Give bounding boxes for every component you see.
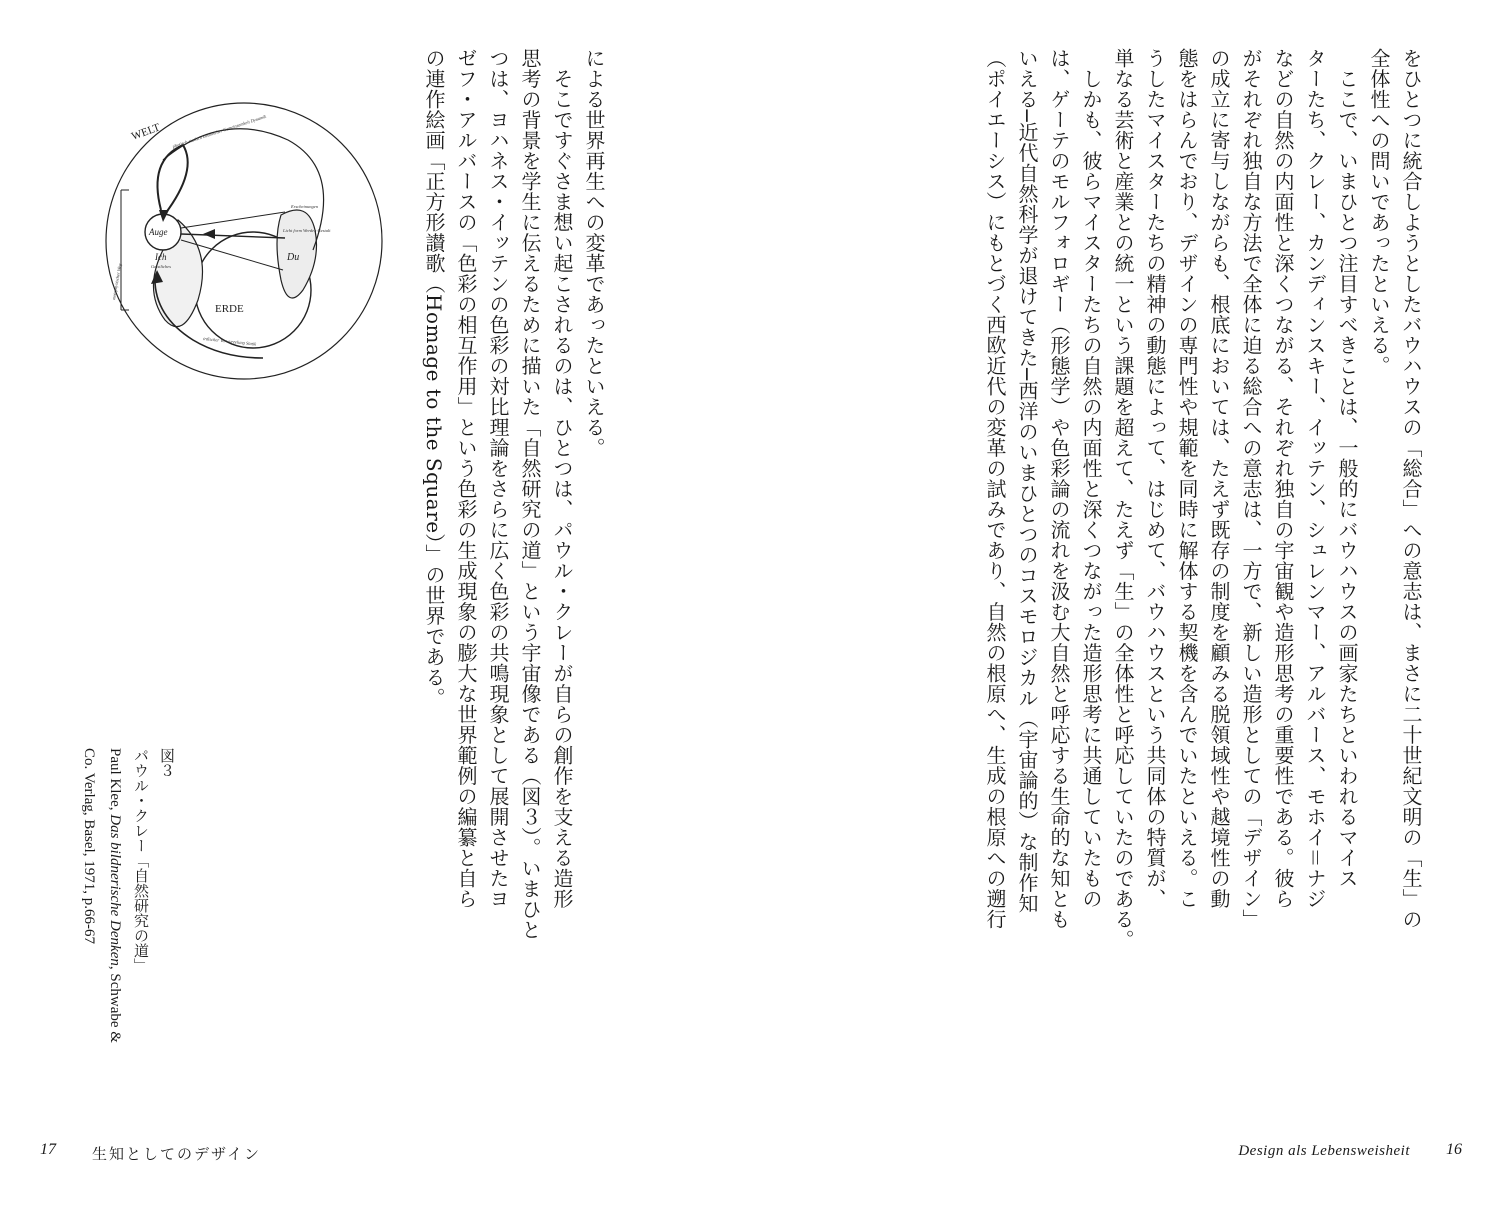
label-du: Du	[287, 252, 300, 263]
small-text-right: Erscheinungen	[291, 204, 318, 209]
body-line: ここで、いまひとつ注目すべきことは、一般的にバウハウスの画家たちといわれるマイス	[1335, 48, 1359, 889]
body-line: がそれぞれ独自な方法で全体に迫る総合への意志は、一方で、新しい造形としての「デザイン」	[1239, 48, 1263, 930]
body-line: などの自然の内面性と深くつながる、それぞれ独自の宇宙観や造形思考の重要性である。彼ら	[1271, 48, 1295, 909]
figure-reference-cont: Co. Verlag, Basel, 1971, p.66-67	[81, 748, 97, 944]
right-page-body	[547, 48, 1427, 950]
body-line: そこですぐさま想い起こされるのは、ひとつは、パウル・クレーが自らの創作を支える造形	[550, 48, 574, 909]
running-title-left: 生知としてのデザイン	[92, 1145, 261, 1163]
welt-arrow-path	[157, 145, 187, 214]
body-line: の成立に寄与しながらも、根底においては、たえず既存の制度を顧みる脱領域性や越境性の動	[1207, 48, 1231, 909]
body-line: つは、ヨハネス・イッテンの色彩の対比理論をさらに広く色彩の共鳴現象として展開させたヨ	[486, 48, 510, 909]
body-line: ターたち、クレー、カンディンスキー、イッテン、シュレンマー、アルバース、モホイ＝ナジ	[1303, 48, 1327, 909]
body-line: の連作絵画「正方形讃歌（Homage to the Square）」の世界である。	[422, 48, 446, 709]
label-welt: WELT	[129, 121, 162, 143]
figure-caption	[76, 748, 180, 1043]
small-text-mid: Licht form Werden Gestalt	[283, 228, 331, 233]
ref-title: Das bildnerische Denken	[107, 814, 123, 966]
body-line: は、ゲーテのモルフォロギー（形態学）や色彩論の流れを汲む大自然と呼応する生命的な知とも	[1047, 48, 1071, 930]
running-title-right: Design als Lebensweisheit	[1238, 1143, 1410, 1159]
page-number-right: 16	[1446, 1141, 1462, 1158]
label-ich: Ich	[155, 252, 167, 262]
arrow-head	[203, 229, 215, 239]
small-text-bottom: irdischer Verwurzelung Statik	[202, 336, 257, 347]
body-line: 全体性への問いであったといえる。	[1367, 48, 1391, 376]
connector-line	[181, 212, 285, 228]
body-line: 単なる芸術と産業との統一という課題を超えて、たえず「生」の全体性と呼応していたのである。	[1111, 48, 1135, 950]
body-line: うしたマイスターたちの精神の動態によって、はじめて、バウハウスという共同体の特質が、	[1143, 48, 1167, 909]
body-line: （ポイエーシス）にもとづく西欧近代の変革の試みであり、自然の根原へ、生成の根原への遡行	[983, 48, 1007, 930]
left-bracket	[121, 190, 129, 310]
figure-title: パウル・クレー「自然研究の道」	[132, 748, 150, 973]
small-text-left: metaphysischer Weg	[111, 263, 123, 301]
page-number-left: 17	[40, 1141, 56, 1158]
body-line: による世界再生への変革であったといえる。	[582, 48, 606, 458]
body-line: いえる─近代自然科学が退けてきた─西洋のいまひとつのコスモロジカル（宇宙論的）な制作知	[1015, 48, 1039, 914]
body-line: 思考の背景を学生に伝えるために描いた「自然研究の道」という宇宙像である（図３）。いまひと	[518, 48, 542, 940]
label-erde: ERDE	[215, 303, 244, 315]
body-line: をひとつに統合しようとしたバウハウスの「総合」への意志は、まさに二十世紀文明の「生」の	[1399, 48, 1423, 930]
body-line: 態をはらんでおり、デザインの専門性や規範を同時に解体する契機を含んでいたといえる。こ	[1175, 48, 1199, 909]
figure-label: 図３	[158, 748, 176, 778]
body-line: ゼフ・アルバースの「色彩の相互作用」という色彩の生成現象の膨大な世界範例の編纂と自ら	[454, 48, 478, 909]
ref-author: Paul Klee,	[107, 748, 123, 815]
body-line: しかも、彼らマイスターたちの自然の内面性と深くつながった造形思考に共通していたもの	[1079, 48, 1103, 909]
ref-publisher: , Schwabe &	[107, 965, 123, 1043]
label-auge: Auge	[149, 227, 168, 237]
small-text-top: physisch-statisch kosmischer Gemeinsamkeit Dynamik	[171, 113, 267, 149]
klee-diagram	[103, 100, 385, 382]
small-text-ich: Geistliches	[151, 264, 171, 269]
figure-reference	[102, 748, 128, 1043]
